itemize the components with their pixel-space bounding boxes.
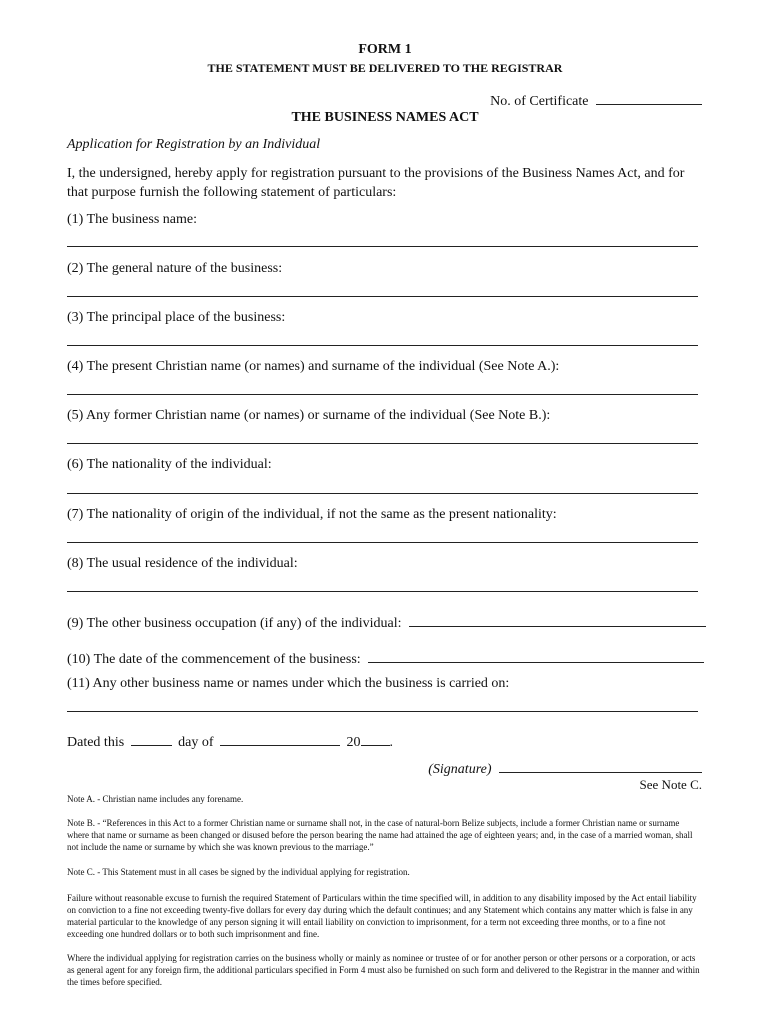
intro-paragraph: I, the undersigned, hereby apply for registration pursuant to the provisions of the Business Names Act, and for that purpose furnish the following statement of particulars: (67, 166, 685, 200)
year-field[interactable] (361, 733, 390, 746)
application-type: Application for Registration by an Individual (67, 137, 321, 152)
delivery-instruction: THE STATEMENT MUST BE DELIVERED TO THE REGISTRAR (207, 61, 563, 75)
item-nationality-origin-label: (7) The nationality of origin of the individual, if not the same as the present nationality: (67, 507, 557, 522)
business-nature-field[interactable] (67, 296, 698, 297)
dated-row (67, 733, 393, 751)
see-note-c: See Note C. (639, 777, 702, 792)
day-field[interactable] (131, 733, 172, 746)
certificate-number-field[interactable] (596, 92, 702, 105)
item-residence-label: (8) The usual residence of the individual: (67, 556, 298, 571)
signature-row (428, 760, 702, 778)
item-other-names-label: (11) Any other business name or names under which the business is carried on: (67, 676, 510, 691)
item-other-occupation-row (67, 614, 706, 632)
nationality-origin-field[interactable] (67, 542, 698, 543)
signature-label: (Signature) (428, 762, 492, 777)
certificate-number-row (490, 92, 702, 110)
principal-place-field[interactable] (67, 345, 698, 346)
commencement-date-field[interactable] (368, 650, 704, 663)
present-name-field[interactable] (67, 394, 698, 395)
act-title: THE BUSINESS NAMES ACT (291, 110, 479, 125)
item-commencement-label: (10) The date of the commencement of the business: (67, 652, 361, 667)
item-business-name-label: (1) The business name: (67, 212, 197, 227)
business-name-field[interactable] (67, 246, 698, 247)
residence-field[interactable] (67, 591, 698, 592)
item-former-name-label: (5) Any former Christian name (or names) or surname of the individual (See Note B.): (67, 408, 551, 423)
nationality-field[interactable] (67, 493, 698, 494)
dated-suffix: . (389, 735, 394, 750)
other-occupation-field[interactable] (409, 614, 706, 627)
other-business-names-field[interactable] (67, 711, 698, 712)
item-nationality-label: (6) The nationality of the individual: (67, 457, 272, 472)
former-name-field[interactable] (67, 443, 698, 444)
certificate-label: No. of Certificate (490, 94, 589, 109)
note-b: Note B. - “References in this Act to a former Christian name or surname shall not, in the case of natural-born Belize subjects, include a former Christian name or surname where that name or surname as been changed or disused before the person bearing the name had attained the age of eighteen years; and, in the case of a married woman, shall not include the name or surname by which she was known previous to the marriage.” (67, 818, 693, 852)
form-number: FORM 1 (358, 42, 412, 57)
month-field[interactable] (220, 733, 340, 746)
item-present-name-label: (4) The present Christian name (or names) and surname of the individual (See Note A.): (67, 359, 560, 374)
day-of-label: day of (178, 735, 214, 750)
item-other-occupation-label: (9) The other business occupation (if any) of the individual: (67, 616, 402, 631)
signature-field[interactable] (499, 760, 702, 773)
dated-prefix: Dated this (67, 735, 125, 750)
note-c: Note C. - This Statement must in all cases be signed by the individual applying for registration. (67, 867, 410, 877)
note-a: Note A. - Christian name includes any forename. (67, 794, 244, 804)
item-commencement-row (67, 650, 704, 668)
penalty-notice: Failure without reasonable excuse to furnish the required Statement of Particulars within the time specified will, in addition to any disability imposed by the Act entail liability on conviction to a fine not exceeding twenty-five dollars for every day during which the default continues; and any Statement which contains any matter which is false in any material particular to the knowledge of any person signing it will entail liability on conviction to imprisonment, for a term not exceeding three months, or to a fine not exceeding one hundred dollars or to both such imprisonment and fine. (67, 893, 697, 939)
item-nature-label: (2) The general nature of the business: (67, 261, 283, 276)
year-prefix: 20 (346, 735, 361, 750)
item-principal-place-label: (3) The principal place of the business: (67, 310, 286, 325)
nominee-notice: Where the individual applying for registration carries on the business wholly or mainly as nominee or trustee of or for another person or other persons or a corporation, or acts as general agent for any foreign firm, the additional particulars specified in Form 4 must also be furnished on such form and delivered to the Registrar in the manner and within the times before specified. (67, 953, 700, 987)
